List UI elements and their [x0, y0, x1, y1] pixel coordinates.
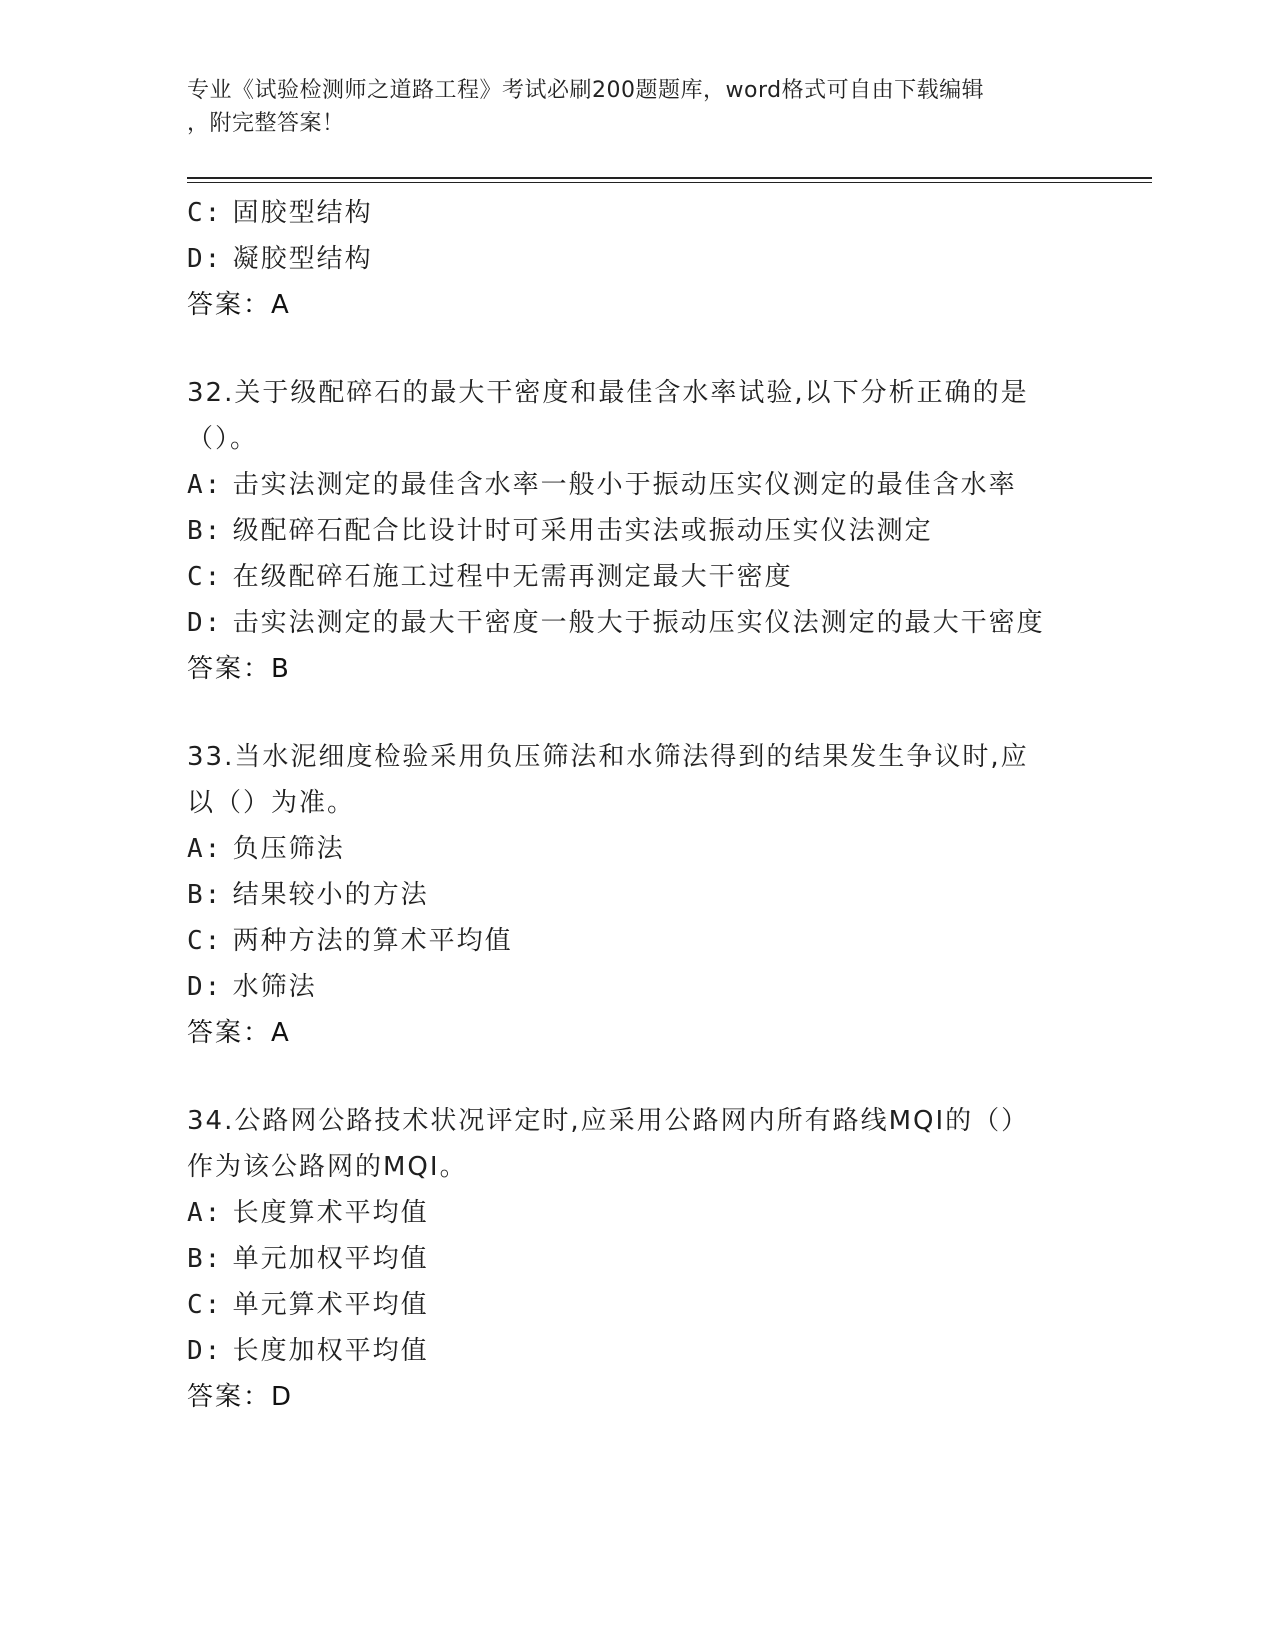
question-stem-line-1: 34.公路网公路技术状况评定时,应采用公路网内所有路线MQI的（）: [187, 1106, 1030, 1136]
option-key: D:: [187, 608, 223, 638]
option-c: [187, 554, 1087, 600]
option-key: A:: [187, 470, 223, 500]
option-c: [187, 1282, 1087, 1328]
continued-question: [187, 190, 1087, 328]
question-stem-line-1: 32.关于级配碎石的最大干密度和最佳含水率试验,以下分析正确的是: [187, 378, 1029, 408]
header-rule-thin: [187, 182, 1152, 183]
option-key: C:: [187, 926, 223, 956]
question-33: [187, 734, 1087, 1056]
page-header: [187, 74, 1067, 140]
answer-line: 答案：D: [187, 1382, 294, 1412]
option-text: 两种方法的算术平均值: [232, 926, 513, 956]
question-stem-line-1: 33.当水泥细度检验采用负压筛法和水筛法得到的结果发生争议时,应: [187, 742, 1029, 772]
option-key: C:: [187, 1290, 223, 1320]
question-stem-line-2: 以（）为准。: [187, 788, 356, 818]
option-d: [187, 600, 1087, 646]
option-a: [187, 826, 1087, 872]
option-text: 级配碎石配合比设计时可采用击实法或振动压实仪法测定: [232, 516, 933, 546]
option-key: C:: [187, 562, 223, 592]
answer-line: 答案：A: [187, 1018, 291, 1048]
option-key: D:: [187, 244, 223, 274]
option-d: [187, 964, 1087, 1010]
question-content: [187, 190, 1087, 1420]
option-text: 长度加权平均值: [232, 1336, 429, 1366]
option-text: 结果较小的方法: [232, 880, 429, 910]
option-text: 单元加权平均值: [232, 1244, 429, 1274]
option-text: 长度算术平均值: [232, 1198, 429, 1228]
option-b: [187, 872, 1087, 918]
answer-line: 答案：B: [187, 654, 291, 684]
option-text: 单元算术平均值: [232, 1290, 429, 1320]
option-c: [187, 190, 1087, 236]
option-text: 固胶型结构: [232, 198, 373, 228]
option-key: D:: [187, 972, 223, 1002]
option-text: 水筛法: [232, 972, 317, 1002]
question-stem-line-2: 作为该公路网的MQI。: [187, 1152, 468, 1182]
option-a: [187, 462, 1087, 508]
option-key: B:: [187, 516, 223, 546]
option-text: 负压筛法: [232, 834, 345, 864]
question-stem-line-2: （）。: [187, 424, 259, 454]
option-key: B:: [187, 1244, 223, 1274]
option-text: 凝胶型结构: [232, 244, 373, 274]
option-d: [187, 236, 1087, 282]
option-text: 击实法测定的最佳含水率一般小于振动压实仪测定的最佳含水率: [232, 470, 1017, 500]
option-b: [187, 508, 1087, 554]
question-34: [187, 1098, 1087, 1420]
header-rule-thick: [187, 177, 1152, 179]
option-key: A:: [187, 1198, 223, 1228]
option-text: 击实法测定的最大干密度一般大于振动压实仪法测定的最大干密度: [232, 608, 1045, 638]
option-c: [187, 918, 1087, 964]
option-key: C:: [187, 198, 223, 228]
question-32: [187, 370, 1087, 692]
header-line-2: ，附完整答案！: [187, 111, 345, 136]
option-key: D:: [187, 1336, 223, 1366]
option-a: [187, 1190, 1087, 1236]
answer-line: 答案：A: [187, 290, 291, 320]
header-line-1: 专业《试验检测师之道路工程》考试必刷200题题库，word格式可自由下载编辑: [187, 78, 985, 103]
option-key: B:: [187, 880, 223, 910]
option-d: [187, 1328, 1087, 1374]
option-b: [187, 1236, 1087, 1282]
option-key: A:: [187, 834, 223, 864]
option-text: 在级配碎石施工过程中无需再测定最大干密度: [232, 562, 793, 592]
